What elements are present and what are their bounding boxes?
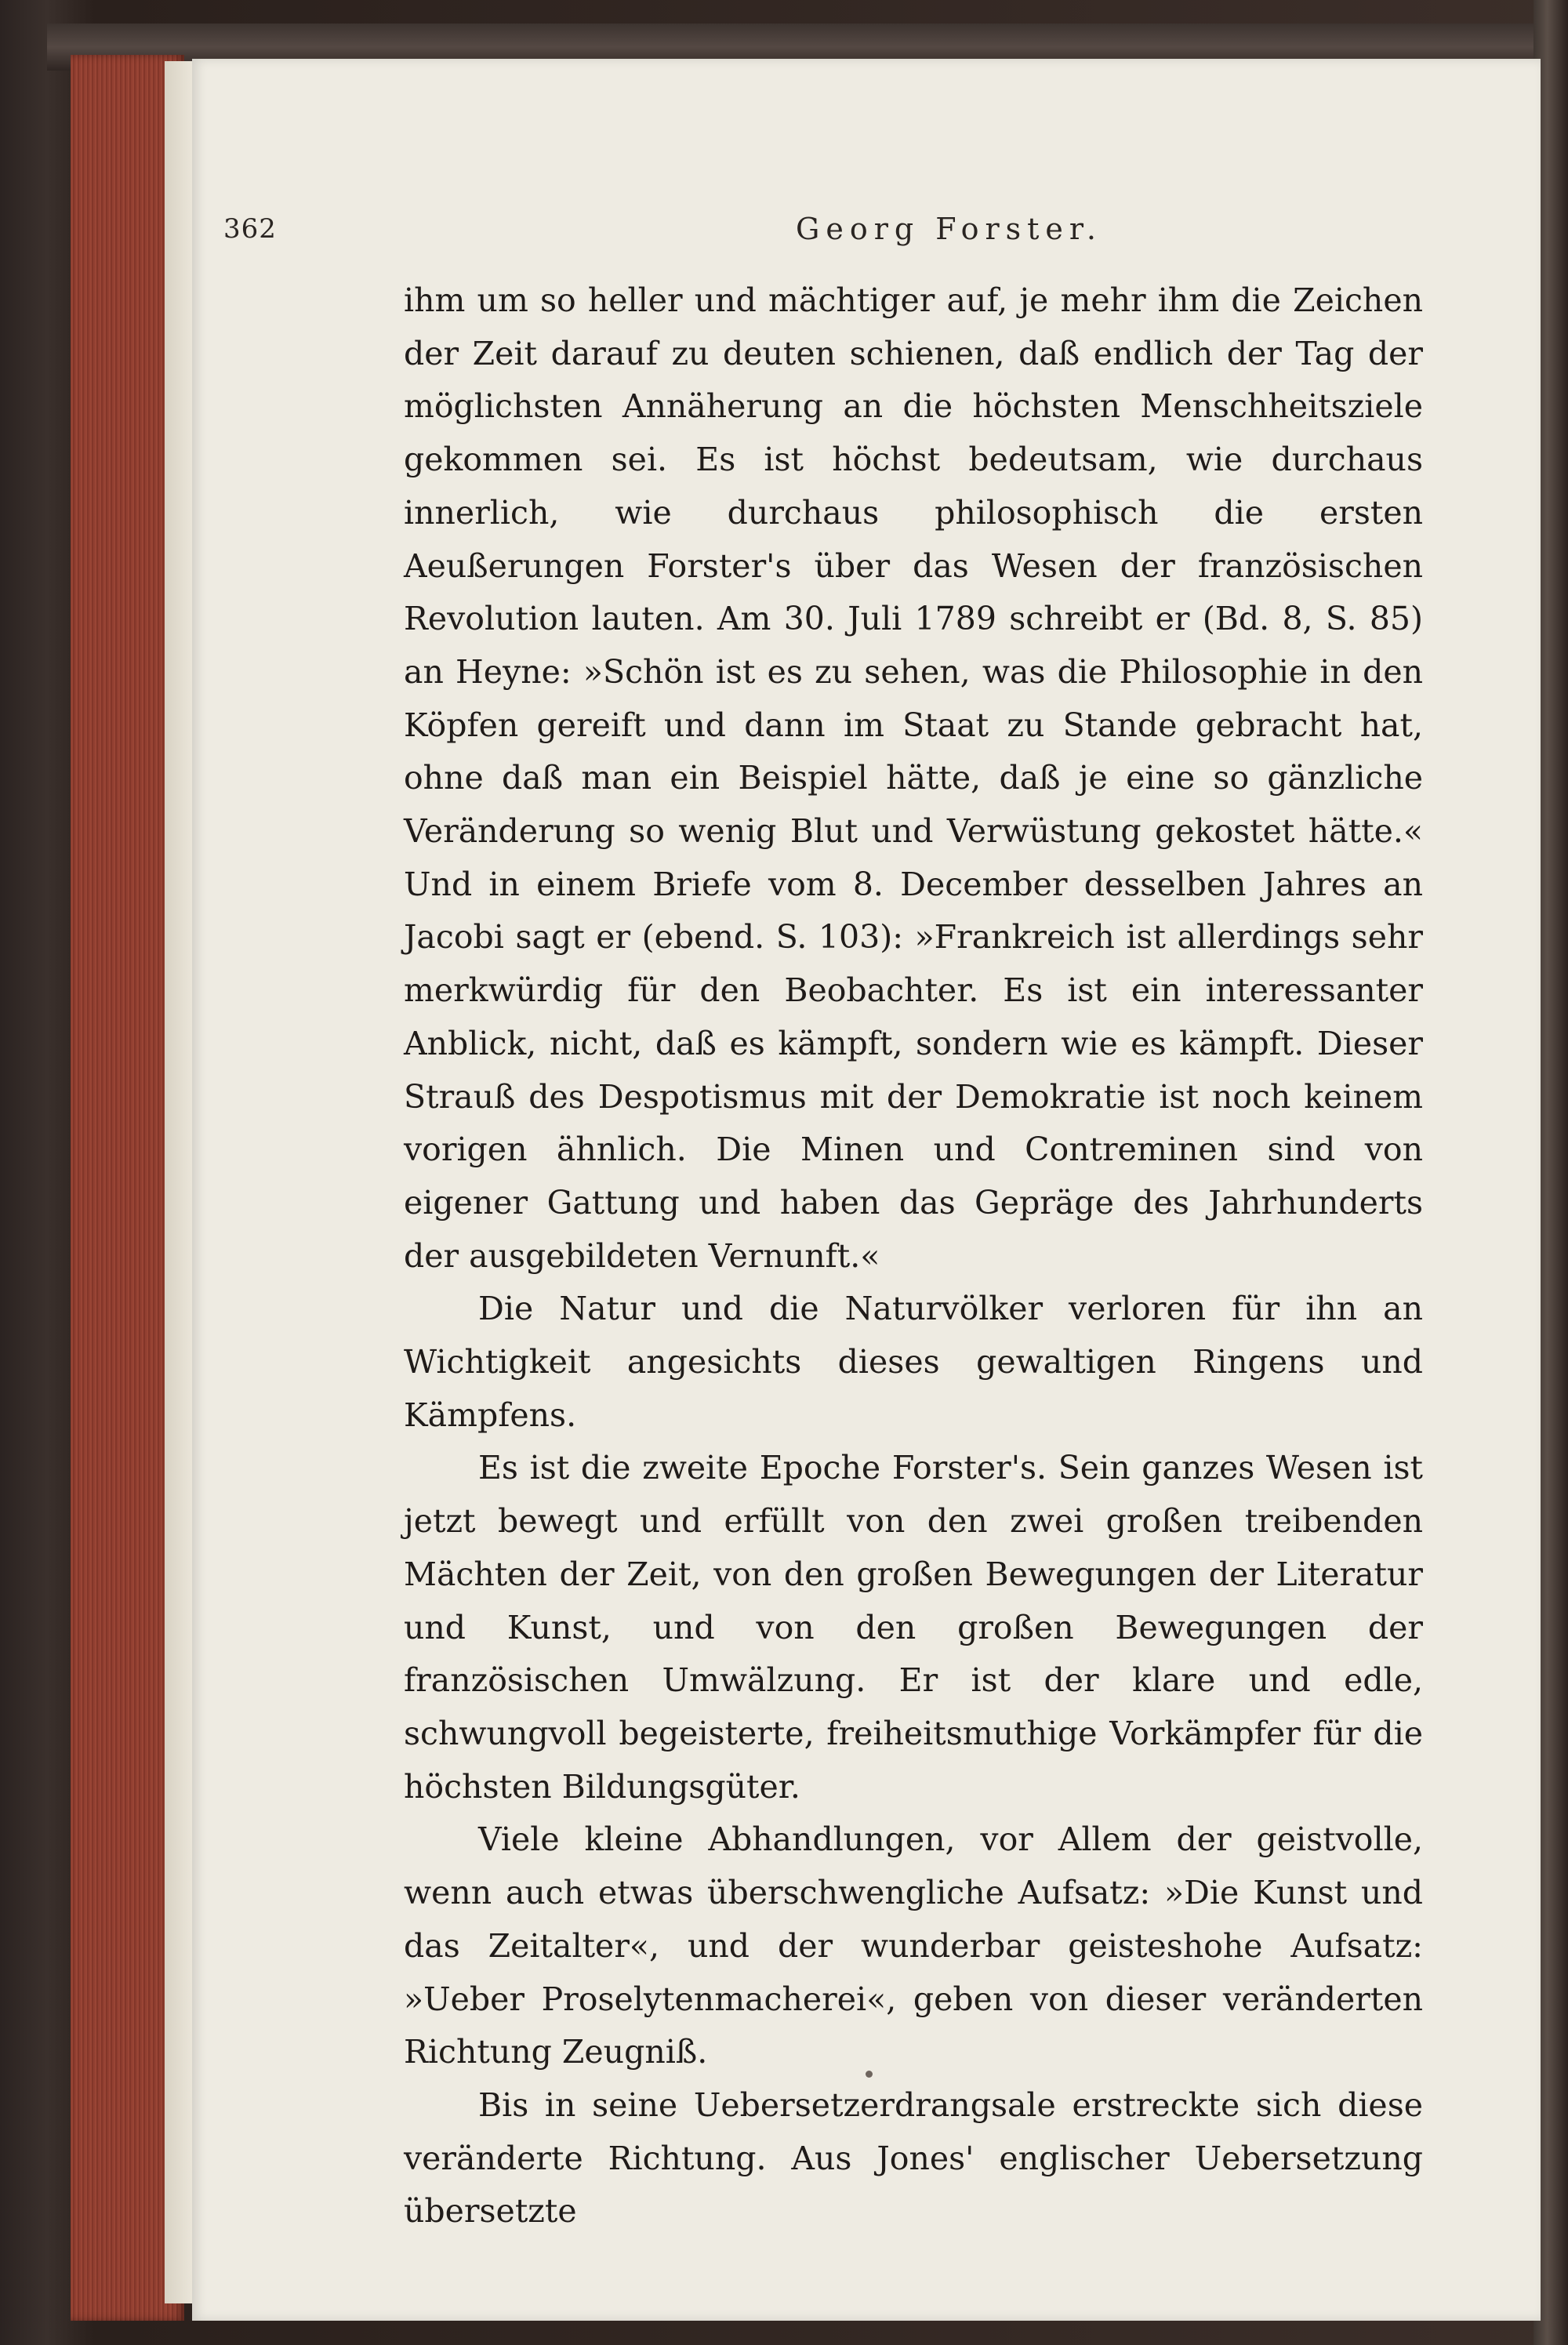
page-inner-edge [165, 61, 194, 2303]
paragraph-4: Viele kleine Abhandlungen, vor Allem der geistvolle, wenn auch etwas überschwengliche Aufsatz: »Die Kunst und das Zeitalter«, und der wunderbar geisteshohe Aufsatz: »Ueber Proselytenmacherei«, geben von dieser veränderten Richtung Zeugniß. [404, 1820, 1423, 2071]
ink-dot [866, 2071, 873, 2078]
paragraph-2: Die Natur und die Naturvölker verloren für ihn an Wichtigkeit angesichts dieses gewaltigen Ringens und Kämpfens. [404, 1290, 1423, 1434]
paragraph-3: Es ist die zweite Epoche Forster's. Sein ganzes Wesen ist jetzt bewegt und erfüllt von den zwei großen treibenden Mächten der Zeit, von den großen Bewegungen der Literatur und Kunst, und von den großen Bewegungen der französischen Umwälzung. Er ist der klare und edle, schwungvoll begeisterte, freiheitsmuthige Vorkämpfer für die höchsten Bildungsgüter. [404, 1449, 1423, 1806]
body-text [404, 274, 1423, 2238]
paragraph-5: Bis in seine Uebersetzerdrangsale erstreckte sich diese veränderte Richtung. Aus Jones' englischer Uebersetzung übersetzte [404, 2085, 1423, 2231]
running-head-title: Georg Forster. [796, 212, 1102, 246]
paragraph-1: ihm um so heller und mächtiger auf, je mehr ihm die Zeichen der Zeit darauf zu deuten schienen, daß endlich der Tag der möglichsten Annäherung an die höchsten Menschheitsziele gekommen sei. Es ist höchst bedeutsam, wie durchaus innerlich, wie durchaus philosophisch die ersten Aeußerungen Forster's über das Wesen der französischen Revolution lauten. Am 30. Juli 1789 schreibt er (Bd. 8, S. 85) an Heyne: »Schön ist es zu sehen, was die Philosophie in den Köpfen gereift und dann im Staat zu Stande gebracht hat, ohne daß man ein Beispiel hätte, daß je eine so gänzliche Veränderung so wenig Blut und Verwüstung gekostet hätte.« Und in einem Briefe vom 8. December desselben Jahres an Jacobi sagt er (ebend. S. 103): »Frankreich ist allerdings sehr merkwürdig für den Beobachter. Es ist ein interessanter Anblick, nicht, daß es kämpft, sondern wie es kämpft. Dieser Strauß des Despotismus mit der Demokratie ist noch keinem vorigen ähnlich. Die Minen und Contreminen sind von eigener Gattung und haben das Gepräge des Jahrhunderts der ausgebildeten Vernunft.« [404, 281, 1423, 1275]
page-number: 362 [223, 213, 277, 245]
